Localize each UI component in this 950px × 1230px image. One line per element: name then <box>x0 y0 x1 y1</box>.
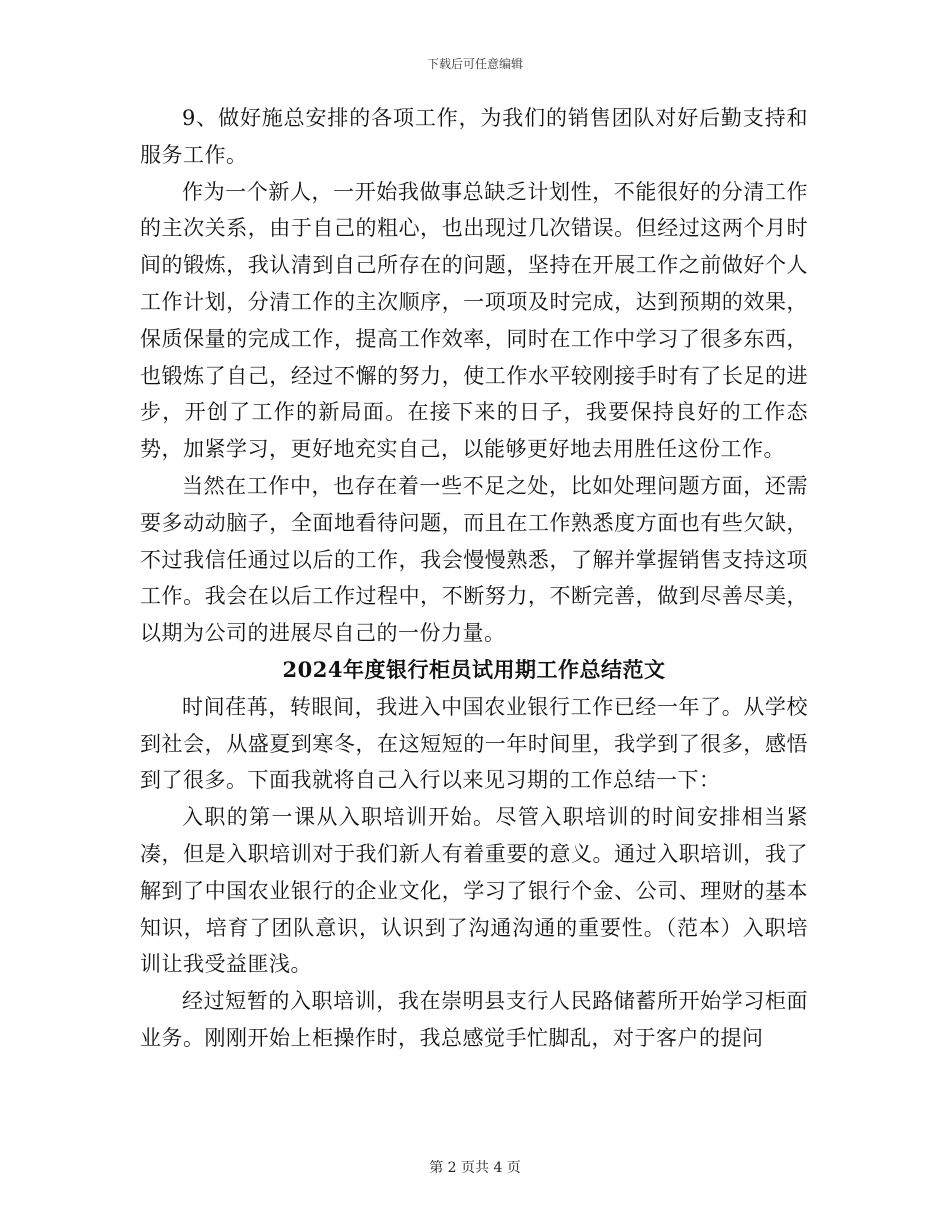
paragraph: 9、做好施总安排的各项工作，为我们的销售团队对好后勤支持和服务工作。 <box>140 106 808 167</box>
page-number: 第 2 页共 4 页 <box>429 1160 521 1176</box>
paragraph: 经过短暂的入职培训，我在崇明县支行人民路储蓄所开始学习柜面业务。刚刚开始上柜操作时，我总感觉手忙脚乱，对于客户的提问 <box>140 989 808 1050</box>
paragraph: 入职的第一课从入职培训开始。尽管入职培训的时间安排相当紧凑，但是入职培训对于我们新人有着重要的意义。通过入职培训，我了解到了中国农业银行的企业文化，学习了银行个金、公司、理财的基本知识，培育了团队意识，认识到了沟通沟通的重要性。（范本）入职培训让我受益匪浅。 <box>140 805 808 977</box>
paragraph: 时间荏苒，转眼间，我进入中国农业银行工作已经一年了。从学校到社会，从盛夏到寒冬，在这短短的一年时间里，我学到了很多，感悟到了很多。下面我就将自己入行以来见习期的工作总结一下： <box>140 694 808 793</box>
document-body <box>140 100 808 1057</box>
section-title: 2024年度银行柜员试用期工作总结范文 <box>282 656 666 682</box>
paragraph: 当然在工作中，也存在着一些不足之处，比如处理问题方面，还需要多动动脑子，全面地看待问题，而且在工作熟悉度方面也有些欠缺，不过我信任通过以后的工作，我会慢慢熟悉，了解并掌握销售支持这项工作。我会在以后工作过程中，不断努力，不断完善，做到尽善尽美，以期为公司的进展尽自己的一份力量。 <box>140 473 808 646</box>
header-note: 下载后可任意编辑 <box>426 57 523 71</box>
paragraph: 作为一个新人，一开始我做事总缺乏计划性，不能很好的分清工作的主次关系，由于自己的粗心，也出现过几次错误。但经过这两个月时间的锻炼，我认清到自己所存在的问题，坚持在开展工作之前做好个人工作计划，分清工作的主次顺序，一项项及时完成，达到预期的效果，保质保量的完成工作，提高工作效率，同时在工作中学习了很多东西，也锻炼了自己，经过不懈的努力，使工作水平较刚接手时有了长足的进步，开创了工作的新局面。在接下来的日子，我要保持良好的工作态势，加紧学习，更好地充实自己，以能够更好地去用胜任这份工作。 <box>140 179 808 462</box>
